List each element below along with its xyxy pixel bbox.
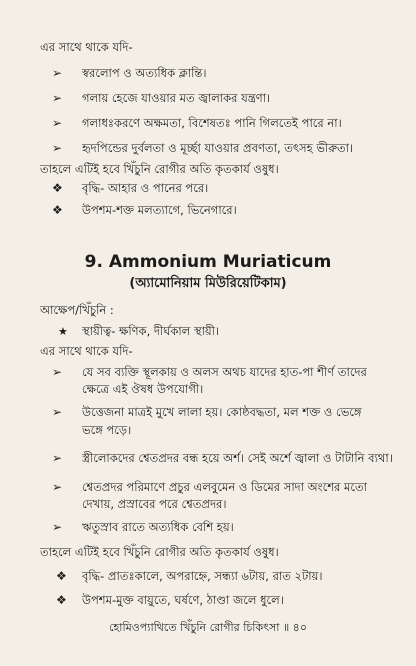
arrow-icon: ➢ [52,365,63,379]
modality-1-1: বৃদ্ধি- আহার ও পানের পরে। [82,181,209,195]
with-intro-1: এর সাথে থাকে যদি- [40,40,133,54]
modality-2-1: বৃদ্ধি- প্রাতঃকালে, অপরাহ্নে, সন্ধ্যা ৬টায়, রাত ২টায়। [82,569,323,583]
symptom-1-3: গলাধঃকরণে অক্ষমতা, বিশেষতঃ পানি গিলতেই পারে না। [82,116,342,130]
symptom-2-1-line2: ক্ষেত্রে এই ঔষধ উপযোগী। [82,382,204,396]
symptom-2-4-line2: দেখায়, প্রস্রাবের পরে শ্বেতপ্রদর। [82,497,227,511]
symptom-2-2-line2: ভঙ্গে পড়ে। [82,423,132,437]
arrow-icon: ➢ [52,91,63,105]
symptom-2-2-line1: উত্তেজনা মাত্রই মুখে লালা হয়। কোষ্ঠবদ্ধতা, মল শক্ত ও ভেঙ্গে [82,405,362,419]
arrow-icon: ➢ [52,66,63,80]
arrow-icon: ➢ [52,480,63,494]
conclusion-2: তাহলে এটিই হবে খিঁচুনি রোগীর অতি কৃতকার্য ওষুধ। [40,545,279,559]
conclusion-1: তাহলে এটিই হবে খিঁচুনি রোগীর অতি কৃতকার্য ওষুধ। [40,162,279,176]
symptom-2-4-line1: শ্বেতপ্রদর পরিমাণে প্রচুর এলবুমেন ও ডিমের সাদা অংশের মতো [82,480,367,494]
symptom-2-5: ঋতুস্রাব রাতে অত্যধিক বেশি হয়। [82,520,234,534]
symptom-2-1-line1: যে সব ব্যক্তি স্থূলকায় ও অলস অথচ যাদের হাত-পা শীর্ণ তাদের [82,365,367,379]
arrow-icon: ➢ [52,141,63,155]
diamond-icon: ❖ [56,569,67,583]
remedy-title: 9. Ammonium Muriaticum [84,252,332,272]
with-intro-2: এর সাথে থাকে যদি- [40,344,133,358]
remedy-subtitle: (অ্যামোনিয়াম মিউরিয়েটিকাম) [129,276,287,291]
star-icon: ★ [58,325,68,338]
page-footer: হোমিওপ্যাথিতে খিঁচুনি রোগীর চিকিৎসা ॥ ৪০ [109,621,307,634]
section-heading: আক্ষেপ/খিঁচুনি : [40,303,114,317]
diamond-icon: ❖ [52,203,63,217]
symptom-1-1: স্বরলোপ ও অত্যধিক ক্লান্তি। [82,66,207,80]
arrow-icon: ➢ [52,405,63,419]
symptom-1-2: গলায় হেজে যাওয়ার মত জ্বালাকর যন্ত্রণা। [82,91,271,105]
arrow-icon: ➢ [52,116,63,130]
modality-1-2: উপশম-শক্ত মলত্যাগে, ভিনেগারে। [82,203,237,217]
arrow-icon: ➢ [52,520,63,534]
symptom-1-4: হৃদপিন্ডের দুর্বলতা ও মূর্চ্ছা যাওয়ার প্রবণতা, তৎসহ ভীরুতা। [82,141,354,155]
arrow-icon: ➢ [52,451,63,465]
modality-2-2: উপশম-মুক্ত বায়ুতে, ঘর্ষণে, ঠাণ্ডা জলে ধুলে। [82,593,284,607]
diamond-icon: ❖ [56,593,67,607]
symptom-2-3: স্ত্রীলোকদের শ্বেতপ্রদর বন্ধ হয়ে অর্শ। সেই অর্শে জ্বালা ও টাটানি ব্যথা। [82,451,393,465]
diamond-icon: ❖ [52,181,63,195]
star-item: স্থায়ীত্ব- ক্ষণিক, দীর্ঘকাল স্থায়ী। [82,324,220,338]
